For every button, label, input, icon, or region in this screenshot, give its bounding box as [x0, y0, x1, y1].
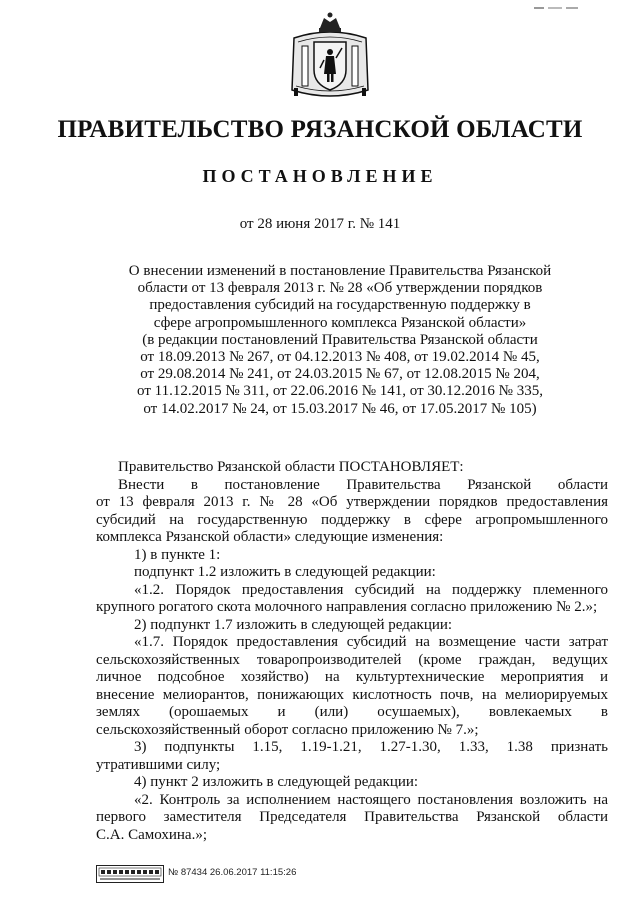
body-line: от 13 февраля 2013 г. № 28 «Об утверждении порядков предоставления — [96, 494, 608, 510]
subject-line: от 14.02.2017 № 24, от 15.03.2017 № 46, от 17.05.2017 № 105) — [143, 400, 537, 417]
body-line: сельскохозяйственных товаропроизводителей (кроме граждан, ведущих — [96, 651, 608, 668]
body-line: утратившими силу; — [96, 756, 221, 773]
body-line: Правительство Рязанской области ПОСТАНОВЛЯЕТ: — [118, 459, 464, 475]
corner-scan-mark-icon — [534, 6, 580, 12]
document-body — [96, 459, 608, 844]
body-line: подпункт 1.2 изложить в следующей редакции: — [134, 564, 436, 580]
body-line: «1.2. Порядок предоставления субсидий на поддержку племенного — [134, 581, 608, 598]
body-line: 3) подпункты 1.15, 1.19-1.21, 1.27-1.30, 1.33, 1.38 признать — [134, 739, 608, 755]
body-line: субсидий на государственную поддержку в сфере агропромышленного — [96, 511, 608, 528]
subject-line: сфере агропромышленного комплекса Рязанской области» — [153, 314, 527, 331]
registration-number: № 87434 26.06.2017 11:15:26 — [168, 867, 297, 878]
subject-line: (в редакции постановлений Правительства Рязанской области — [142, 331, 538, 348]
body-line: первого заместителя Председателя Правительства Рязанской области — [96, 809, 608, 825]
body-line: 4) пункт 2 изложить в следующей редакции: — [134, 774, 419, 790]
body-line: 2) подпункт 1.7 изложить в следующей редакции: — [134, 616, 453, 633]
subject-line: от 29.08.2014 № 241, от 24.03.2015 № 67, от 12.08.2015 № 204, — [140, 366, 540, 383]
document-type: ПОСТАНОВЛЕНИЕ — [202, 166, 438, 186]
subject-line: области от 13 февраля 2013 г. № 28 «Об утверждении порядков — [137, 280, 543, 297]
government-title: ПРАВИТЕЛЬСТВО РЯЗАНСКОЙ ОБЛАСТИ — [57, 116, 583, 143]
body-line: С.А. Самохина.»; — [96, 826, 207, 843]
ryazan-coat-of-arms-icon — [288, 8, 372, 104]
body-line: «1.7. Порядок предоставления субсидий на возмещение части затрат — [134, 634, 608, 650]
subject-line: от 11.12.2015 № 311, от 22.06.2016 № 141, от 30.12.2016 № 335, — [137, 383, 543, 400]
body-line: сельскохозяйственный оборот согласно приложению № 7.»; — [96, 721, 479, 738]
body-line: «2. Контроль за исполнением настоящего постановления возложить на — [134, 791, 608, 808]
registration-footer — [96, 865, 356, 883]
document-date-number: от 28 июня 2017 г. № 141 — [239, 216, 401, 232]
body-line: комплекса Рязанской области» следующие изменения: — [96, 529, 444, 545]
body-line: 1) в пункте 1: — [134, 546, 221, 563]
body-line: Внести в постановление Правительства Рязанской области — [118, 476, 608, 493]
body-line: крупного рогатого скота молочного направления согласно приложению № 2.»; — [96, 599, 598, 615]
document-subject — [100, 263, 580, 418]
body-line: личное подсобное хозяйство) на культуртехнические мероприятия и — [96, 669, 608, 685]
body-line: землях (орошаемых и (или) осушаемых), вовлекаемых в — [96, 704, 608, 720]
body-line: внесение мелиорантов, понижающих кислотность почв, на мелиорируемых — [96, 686, 608, 703]
subject-line: от 18.09.2013 № 267, от 04.12.2013 № 408, от 19.02.2014 № 45, — [140, 349, 540, 366]
subject-line: О внесении изменений в постановление Правительства Рязанской — [128, 263, 552, 279]
subject-line: предоставления субсидий на государственную поддержку в — [149, 297, 531, 314]
registration-stamp-icon — [96, 865, 164, 883]
